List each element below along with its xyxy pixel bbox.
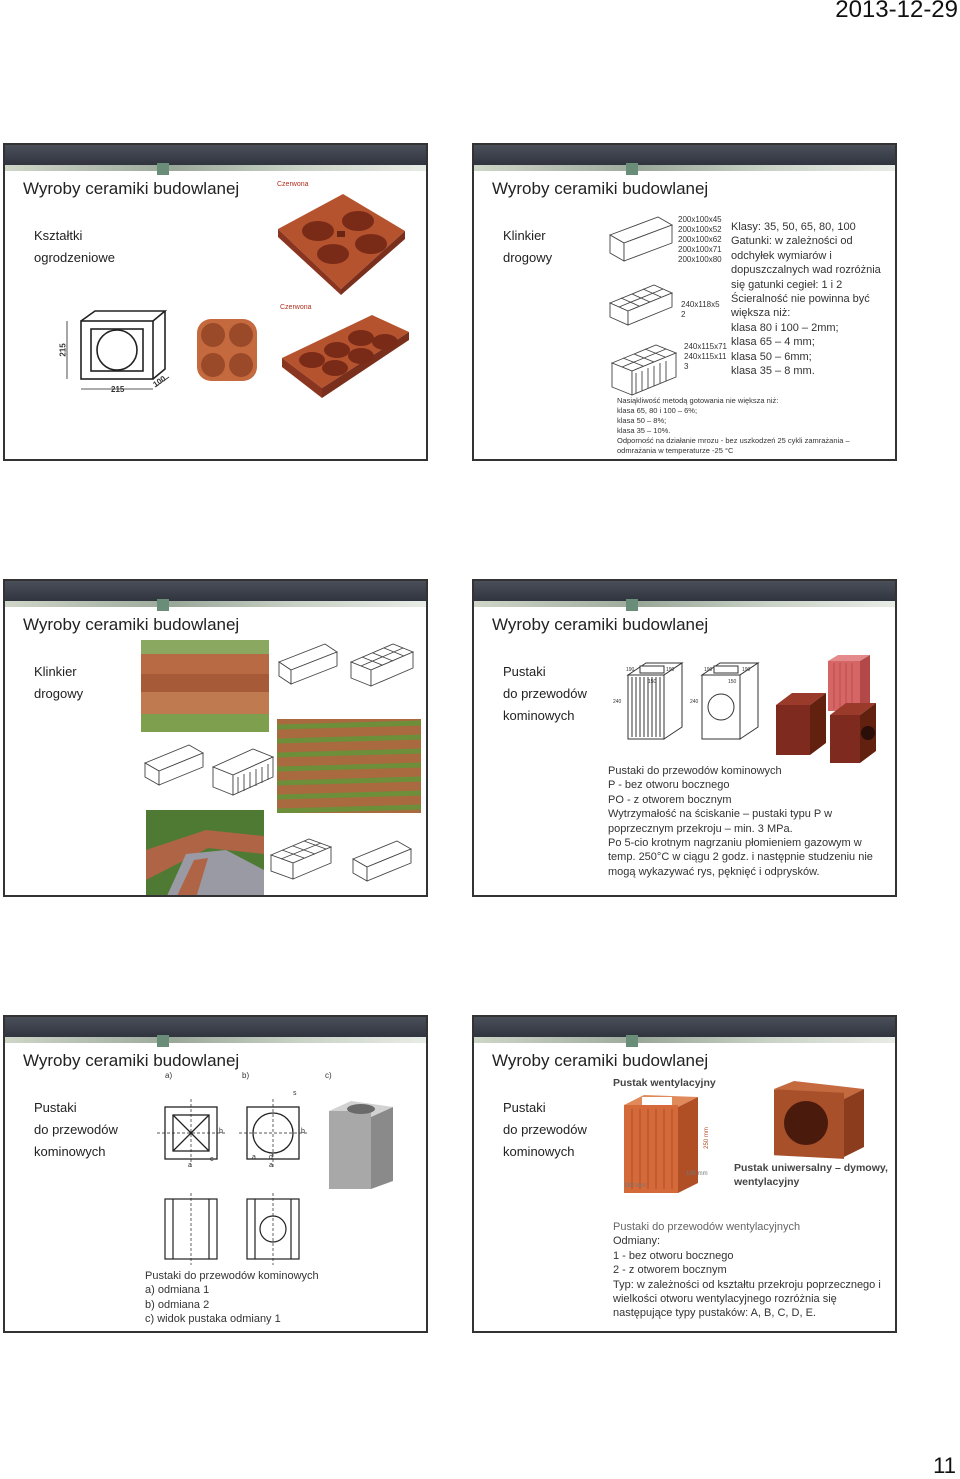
variant-label-a: a) xyxy=(165,1071,173,1080)
slide-header-accent xyxy=(626,599,638,611)
slide-title: Wyroby ceramiki budowlanej xyxy=(23,615,240,634)
dim-depth-label: 188 mm xyxy=(686,1171,708,1177)
dim-height-label: 250 mm xyxy=(703,1127,710,1149)
garden-path-photo xyxy=(146,810,264,897)
dim-label: 190 xyxy=(666,667,675,673)
chimney-variants-caption: Pustaki do przewodów kominowych a) odmiana 1 b) odmiana 2 c) widok pustaka odmiany 1 xyxy=(145,1270,319,1326)
fence-block-photo-mid xyxy=(277,310,412,405)
slide-header-accent xyxy=(157,599,169,611)
dim-label: b xyxy=(301,1128,305,1135)
slide-header-stripe xyxy=(474,601,895,607)
paved-grass-photo xyxy=(277,719,421,813)
slide-header-stripe xyxy=(5,165,426,171)
variant-label-c: c) xyxy=(325,1071,332,1080)
dim-label: 240 xyxy=(690,699,699,705)
universal-block-caption: Pustak uniwersalny – dymowy, wentylacyjny xyxy=(734,1162,888,1188)
slide-header-band xyxy=(474,581,895,601)
slide-header-stripe xyxy=(5,1037,426,1043)
dims-group-c: 240x115x71 240x115x11 3 xyxy=(684,342,727,371)
paver-specification-text: Klasy: 35, 50, 65, 80, 100 Gatunki: w zależności od odchyłek wymiarów i dopuszczalnych wad rozróżnia się gatunki cegieł: 1 i 2 Ścieralność nie powinna być większa niż: klasa 80 i 100 – 2mm; klasa 65 – 4 mm; klasa 50 – 6mm; klasa 35 – 8 mm. xyxy=(731,221,881,378)
slide-header-band xyxy=(5,581,426,601)
dimension-height: 215 xyxy=(58,343,68,357)
dim-width-label: 188 mm xyxy=(624,1183,646,1189)
dimension-depth: 100 xyxy=(151,374,168,390)
dim-label: d xyxy=(269,1154,273,1161)
dim-label: 190 xyxy=(626,667,635,673)
slide-title: Wyroby ceramiki budowlanej xyxy=(492,1051,709,1070)
dim-label: a xyxy=(188,1162,192,1169)
ventilation-block-description: Pustaki do przewodów wentylacyjnych Odmiany: 1 - bez otworu bocznego 2 - z otworem bocznym Typ: w zależności od kształtu przekroju poprzecznego i wielkości otworu wentylacyjnego rozróżnia się następujące typy pustaków: A, B, C, D, E. xyxy=(613,1221,881,1320)
chimney-block-plan-drawings xyxy=(157,1087,317,1177)
slide-title: Wyroby ceramiki budowlanej xyxy=(492,179,709,198)
document-date: 2013-12-29 xyxy=(835,0,958,23)
dim-label: c xyxy=(210,1156,214,1163)
dim-label: a xyxy=(269,1162,273,1169)
brick-steps-photo xyxy=(141,640,269,732)
dim-label: b xyxy=(219,1128,223,1135)
slide-header-band xyxy=(5,145,426,165)
chimney-block-description: Pustaki do przewodów kominowych P - bez otworu bocznego PO - z otworem bocznym Wytrzymałość na ściskanie – pustaki typu P w poprzecznym przekroju – min. 3 MPa. Po 5-cio krotnym nagrzaniu płomieniem gazowym w temp. 250°C w ciągu 2 godz. i następnie studzeniu nie mogą wykazywać rys, pęknięć i odprysków. xyxy=(608,765,873,878)
slide-header-stripe xyxy=(474,165,895,171)
chimney-block-photo-dark xyxy=(770,687,880,767)
slide-side-heading: Kształtki ogrodzeniowe xyxy=(34,228,115,265)
variant-label-b: b) xyxy=(242,1071,250,1080)
paver-drawings-bottom xyxy=(269,833,419,887)
ventilation-block-heading: Pustak wentylacyjny xyxy=(613,1077,716,1089)
slide-5 xyxy=(3,1015,428,1333)
slide-title: Wyroby ceramiki budowlanej xyxy=(492,615,709,634)
dim-label: 150 xyxy=(648,679,657,685)
slide-header-stripe xyxy=(5,601,426,607)
slide-side-heading: Klinkier drogowy xyxy=(34,664,84,701)
paver-drawings-mid xyxy=(143,739,275,797)
slide-3 xyxy=(3,579,428,897)
color-label-mid: Czerwona xyxy=(280,304,312,311)
slide-header-band xyxy=(474,1017,895,1037)
slide-side-heading: Klinkier drogowy xyxy=(503,228,553,265)
slide-4 xyxy=(472,579,897,897)
slide-header-band xyxy=(5,1017,426,1037)
slide-header-accent xyxy=(626,163,638,175)
dimension-width: 215 xyxy=(111,385,125,394)
dim-label: 150 xyxy=(728,679,737,685)
slide-header-accent xyxy=(157,163,169,175)
fence-block-round-photo xyxy=(193,315,261,385)
slide-header-stripe xyxy=(474,1037,895,1043)
slide-title: Wyroby ceramiki budowlanej xyxy=(23,179,240,198)
slide-6 xyxy=(472,1015,897,1333)
dims-group-b: 240x118x5 2 xyxy=(681,300,720,319)
slide-2 xyxy=(472,143,897,461)
slide-header-accent xyxy=(626,1035,638,1047)
chimney-block-3d-view xyxy=(325,1097,397,1193)
slide-header-accent xyxy=(157,1035,169,1047)
slide-1 xyxy=(3,143,428,461)
color-label-top: Czerwona xyxy=(277,181,309,188)
absorption-frost-note: Nasiąkliwość metodą gotowania nie większa niż: klasa 65, 80 i 100 – 6%; klasa 50 – 8%; klasa 35 – 10%. Odporność na działanie mrozu - bez uszkodzeń 25 cykli zamrażania – odmrażania w temperaturze -25 °C xyxy=(617,396,850,455)
slide-header-band xyxy=(474,145,895,165)
page-number: 11 xyxy=(933,1453,956,1478)
slide-side-heading: Pustaki do przewodów kominowych xyxy=(34,1100,118,1159)
dim-label: a xyxy=(252,1154,256,1161)
dim-label: 240 xyxy=(613,699,622,705)
paver-drawings xyxy=(606,213,686,403)
dim-label: 190 xyxy=(704,667,713,673)
fence-block-photo-top xyxy=(273,189,408,295)
slide-side-heading: Pustaki do przewodów kominowych xyxy=(503,664,587,723)
slide-title: Wyroby ceramiki budowlanej xyxy=(23,1051,240,1070)
paver-drawings-top xyxy=(277,638,417,690)
slide-side-heading: Pustaki do przewodów kominowych xyxy=(503,1100,587,1159)
universal-block-photo xyxy=(770,1079,868,1159)
dim-label: 190 xyxy=(742,667,751,673)
dim-label: s xyxy=(293,1090,297,1097)
dims-group-a: 200x100x45 200x100x52 200x100x62 200x100x71 200x100x80 xyxy=(678,215,722,264)
chimney-block-section-drawings xyxy=(157,1193,317,1265)
